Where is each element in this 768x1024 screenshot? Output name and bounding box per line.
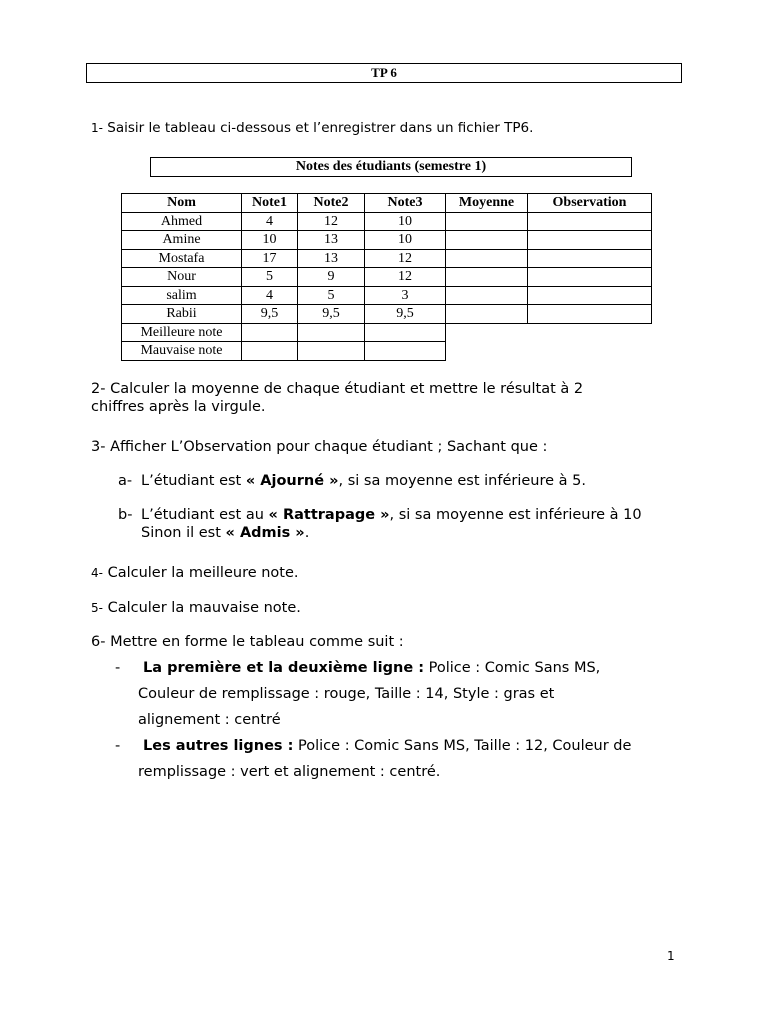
cell-note3: 10 bbox=[365, 212, 446, 231]
cell-note1: 4 bbox=[242, 212, 298, 231]
item-a-pre: L’étudiant est bbox=[141, 473, 246, 489]
question-5-text: Calculer la mauvaise note. bbox=[102, 600, 301, 616]
header-moyenne: Moyenne bbox=[446, 194, 528, 213]
header-note3: Note3 bbox=[365, 194, 446, 213]
page-number: 1 bbox=[667, 949, 675, 963]
cell-mauvaise-note-label: Mauvaise note bbox=[122, 342, 242, 361]
cell-note1: 10 bbox=[242, 231, 298, 250]
cell-moyenne bbox=[446, 231, 528, 250]
cell-nom: Rabii bbox=[122, 305, 242, 324]
cell-moyenne bbox=[446, 286, 528, 305]
item-b-post: , si sa moyenne est inférieure à 10 bbox=[389, 507, 642, 523]
item-b-line-2 bbox=[141, 524, 309, 542]
header-note2: Note2 bbox=[298, 194, 365, 213]
cell-note3: 12 bbox=[365, 249, 446, 268]
cell-empty bbox=[365, 342, 446, 361]
cell-meilleure-note-label: Meilleure note bbox=[122, 323, 242, 342]
cell-note2: 9,5 bbox=[298, 305, 365, 324]
item-b-label: b- bbox=[118, 507, 133, 523]
table-caption: Notes des étudiants (semestre 1) bbox=[150, 157, 632, 177]
cell-blank bbox=[528, 342, 652, 361]
question-2-line-1: 2- Calculer la moyenne de chaque étudiant et mettre le résultat à 2 bbox=[91, 381, 584, 397]
table-row bbox=[122, 268, 652, 287]
cell-note2: 13 bbox=[298, 249, 365, 268]
format-item-2 bbox=[143, 737, 631, 755]
item-a-post: , si sa moyenne est inférieure à 5. bbox=[338, 473, 586, 489]
cell-observation bbox=[528, 268, 652, 287]
cell-empty bbox=[242, 342, 298, 361]
cell-empty bbox=[365, 323, 446, 342]
cell-observation bbox=[528, 212, 652, 231]
header-nom: Nom bbox=[122, 194, 242, 213]
table-row bbox=[122, 249, 652, 268]
cell-nom: Mostafa bbox=[122, 249, 242, 268]
cell-note1: 5 bbox=[242, 268, 298, 287]
cell-blank bbox=[528, 323, 652, 342]
cell-moyenne bbox=[446, 305, 528, 324]
cell-note3: 3 bbox=[365, 286, 446, 305]
question-4 bbox=[91, 564, 299, 582]
cell-nom: salim bbox=[122, 286, 242, 305]
item-b2-post: . bbox=[304, 525, 310, 541]
item-b-text bbox=[141, 506, 642, 524]
cell-note3: 10 bbox=[365, 231, 446, 250]
format-item-1 bbox=[143, 659, 600, 677]
grades-table bbox=[121, 193, 652, 361]
cell-note2: 12 bbox=[298, 212, 365, 231]
format-item-1-line-2: Couleur de remplissage : rouge, Taille : 14, Style : gras et bbox=[138, 686, 555, 702]
cell-note1: 9,5 bbox=[242, 305, 298, 324]
header-observation: Observation bbox=[528, 194, 652, 213]
cell-note3: 12 bbox=[365, 268, 446, 287]
table-row bbox=[122, 231, 652, 250]
bullet-dash: - bbox=[115, 738, 121, 754]
question-4-text: Calculer la meilleure note. bbox=[102, 565, 299, 581]
table-header-row bbox=[122, 194, 652, 213]
format-item-2-text: Police : Comic Sans MS, Taille : 12, Couleur de bbox=[293, 738, 632, 754]
question-6-intro: 6- Mettre en forme le tableau comme suit : bbox=[91, 634, 404, 650]
cell-note1: 4 bbox=[242, 286, 298, 305]
cell-nom: Nour bbox=[122, 268, 242, 287]
question-5-number: 5- bbox=[91, 601, 103, 615]
table-row bbox=[122, 212, 652, 231]
item-a-ajourne: « Ajourné » bbox=[245, 473, 339, 489]
question-5 bbox=[91, 599, 301, 617]
cell-nom: Amine bbox=[122, 231, 242, 250]
question-3-intro: 3- Afficher L’Observation pour chaque étudiant ; Sachant que : bbox=[91, 439, 548, 455]
item-a-text bbox=[141, 472, 586, 490]
cell-note2: 9 bbox=[298, 268, 365, 287]
item-b-pre: L’étudiant est au bbox=[141, 507, 269, 523]
question-4-number: 4- bbox=[91, 566, 103, 580]
cell-note1: 17 bbox=[242, 249, 298, 268]
cell-blank bbox=[446, 323, 528, 342]
format-item-1-line-3: alignement : centré bbox=[138, 712, 281, 728]
cell-note3: 9,5 bbox=[365, 305, 446, 324]
cell-note2: 13 bbox=[298, 231, 365, 250]
table-footer-row bbox=[122, 323, 652, 342]
item-a-label: a- bbox=[118, 473, 133, 489]
cell-note2: 5 bbox=[298, 286, 365, 305]
cell-moyenne bbox=[446, 268, 528, 287]
document-title: TP 6 bbox=[86, 63, 682, 83]
question-1-number: 1- bbox=[91, 121, 103, 135]
format-item-1-text: Police : Comic Sans MS, bbox=[424, 660, 601, 676]
question-2-line-2: chiffres après la virgule. bbox=[91, 399, 266, 415]
question-1-text: Saisir le tableau ci-dessous et l’enregistrer dans un fichier TP6. bbox=[102, 120, 534, 136]
cell-moyenne bbox=[446, 212, 528, 231]
bullet-dash: - bbox=[115, 660, 121, 676]
header-note1: Note1 bbox=[242, 194, 298, 213]
item-b-admis: « Admis » bbox=[225, 525, 305, 541]
cell-nom: Ahmed bbox=[122, 212, 242, 231]
table-row bbox=[122, 305, 652, 324]
item-b2-pre: Sinon il est bbox=[141, 525, 226, 541]
format-item-2-title: Les autres lignes : bbox=[143, 738, 294, 754]
cell-observation bbox=[528, 305, 652, 324]
cell-blank bbox=[446, 342, 528, 361]
cell-observation bbox=[528, 231, 652, 250]
format-item-2-line-2: remplissage : vert et alignement : centré. bbox=[138, 764, 441, 780]
cell-empty bbox=[242, 323, 298, 342]
cell-moyenne bbox=[446, 249, 528, 268]
cell-empty bbox=[298, 342, 365, 361]
cell-observation bbox=[528, 286, 652, 305]
cell-observation bbox=[528, 249, 652, 268]
table-row bbox=[122, 286, 652, 305]
item-b-rattrapage: « Rattrapage » bbox=[268, 507, 390, 523]
table-footer-row bbox=[122, 342, 652, 361]
question-1 bbox=[91, 119, 533, 137]
cell-empty bbox=[298, 323, 365, 342]
format-item-1-title: La première et la deuxième ligne : bbox=[143, 660, 425, 676]
